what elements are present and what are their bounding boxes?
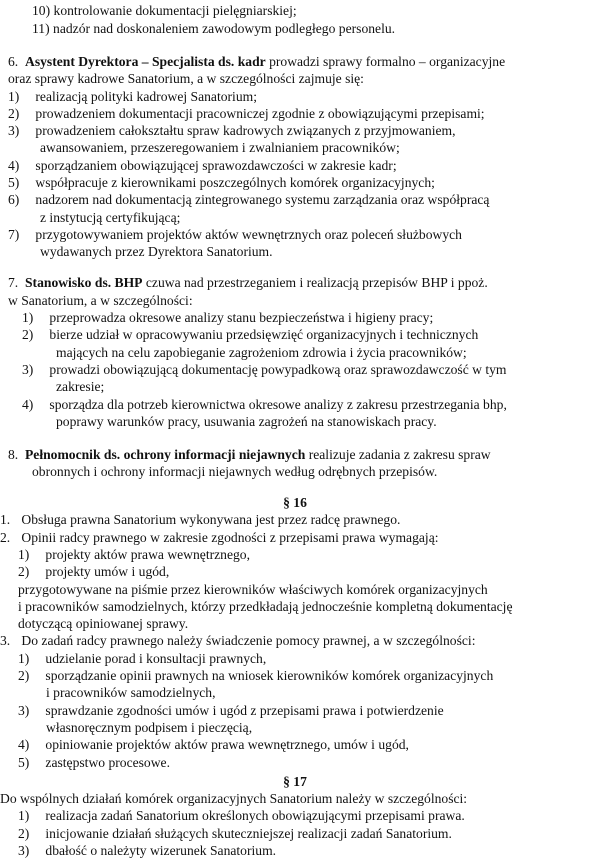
list-item: 1) realizacja zadań Sanatorium określonych obowiązującymi przepisami prawa. <box>18 808 465 824</box>
list-item: 3) prowadzeniem całokształtu spraw kadrowych związanych z przyjmowaniem, <box>8 123 456 139</box>
paragraph-text: przygotowywane na piśmie przez kierowników właściwych komórek organizacyjnych <box>18 581 488 597</box>
list-item: 1) projekty aktów prawa wewnętrznego, <box>18 546 250 562</box>
list-item-continuation: i pracowników samodzielnych, <box>46 685 216 701</box>
paragraph-text: i pracowników samodzielnych, którzy przedkładają jednocześnie kompletną dokumentację <box>18 598 513 614</box>
section-8-intro: 8. Pełnomocnik ds. ochrony informacji niejawnych realizuje zadania z zakresu spraw <box>8 446 491 462</box>
section-7-intro-line2: w Sanatorium, a w szczególności: <box>8 292 193 308</box>
list-item: 3) prowadzi obowiązującą dokumentację powypadkową oraz sprawozdawczość w tym <box>22 361 507 377</box>
list-item: 4) sporządzaniem obowiązującej sprawozdawczości w zakresie kadr; <box>8 157 397 173</box>
section-6-intro: 6. Asystent Dyrektora – Specjalista ds. kadr prowadzi sprawy formalno – organizacyjne <box>8 53 506 69</box>
list-item: 5) zastępstwo procesowe. <box>18 754 170 770</box>
list-item: 4) sporządza dla potrzeb kierownictwa okresowe analizy z zakresu przestrzegania bhp, <box>22 396 507 412</box>
list-item-continuation: mających na celu zapobieganie zagrożeniom zdrowia i życia pracowników; <box>56 344 467 360</box>
section-8-intro-line2: obronnych i ochrony informacji niejawnych według odrębnych przepisów. <box>32 463 438 479</box>
list-item: 6) nadzorem nad dokumentacją zintegrowanego systemu zarządzania oraz współpracą <box>8 192 490 208</box>
list-item: 7) przygotowywaniem projektów aktów wewnętrznych oraz poleceń służbowych <box>8 227 462 242</box>
list-item: 5) współpracuje z kierownikami poszczególnych komórek organizacyjnych; <box>8 175 435 190</box>
list-item: 3) sprawdzanie zgodności umów i ugód z przepisami prawa i potwierdzenie <box>18 702 444 718</box>
list-item: 2) sporządzanie opinii prawnych na wniosek kierowników komórek organizacyjnych <box>18 668 494 683</box>
section-6-intro-line2: oraz sprawy kadrowe Sanatorium, a w szczególności zajmuje się: <box>8 71 364 87</box>
list-item-continuation: własnoręcznym podpisem i pieczęcią, <box>46 720 253 735</box>
list-item-continuation: poprawy warunków pracy, usuwania zagrożeń na stanowiskach pracy. <box>56 413 437 429</box>
section-7-title: Stanowisko ds. BHP <box>25 275 143 291</box>
list-item: 1) realizacją polityki kadrowej Sanatorium; <box>8 88 257 104</box>
section-8-title: Pełnomocnik ds. ochrony informacji niejawnych <box>25 446 306 462</box>
list-item: 2) bierze udział w opracowywaniu przedsięwzięć organizacyjnych i technicznych <box>22 327 479 343</box>
list-item: 2) prowadzeniem dokumentacji pracowniczej zgodnie z obowiązującymi przepisami; <box>8 105 485 121</box>
paragraph-17-heading: § 17 <box>283 773 307 789</box>
list-item: 11) nadzór nad doskonaleniem zawodowym podległego personelu. <box>32 21 396 36</box>
list-item: 2) projekty umów i ugód, <box>18 564 170 580</box>
list-item: 10) kontrolowanie dokumentacji pielęgniarskiej; <box>32 2 297 18</box>
list-item-continuation: wydawanych przez Dyrektora Sanatorium. <box>40 244 273 260</box>
list-item: 2) inicjowanie działań służących skuteczniejszej realizacji zadań Sanatorium. <box>18 825 452 841</box>
paragraph-17-intro: Do wspólnych działań komórek organizacyjnych Sanatorium należy w szczególności: <box>0 791 468 807</box>
paragraph-16-heading: § 16 <box>283 494 307 510</box>
paragraph-16-point-3: 3. Do zadań radcy prawnego należy świadczenie pomocy prawnej, a w szczególności: <box>0 633 476 649</box>
section-7-intro: 7. Stanowisko ds. BHP czuwa nad przestrzeganiem i realizacją przepisów BHP i ppoż. <box>8 275 488 291</box>
list-item: 1) przeprowadza okresowe analizy stanu bezpieczeństwa i higieny pracy; <box>22 309 434 325</box>
list-item: 3) dbałość o należyty wizerunek Sanatorium. <box>18 843 277 858</box>
paragraph-16-point-1: 1. Obsługa prawna Sanatorium wykonywana jest przez radcę prawnego. <box>0 512 401 528</box>
list-item-continuation: z instytucją certyfikującą; <box>40 209 181 225</box>
list-item-continuation: awansowaniem, przeszeregowaniem i zwalnianiem pracowników; <box>40 140 400 156</box>
list-item: 1) udzielanie porad i konsultacji prawnych, <box>18 650 267 666</box>
list-item-continuation: zakresie; <box>56 379 105 395</box>
section-6-title: Asystent Dyrektora – Specjalista ds. kadr <box>25 53 266 69</box>
list-item: 4) opiniowanie projektów aktów prawa wewnętrznego, umów i ugód, <box>18 737 409 753</box>
paragraph-16-point-2: 2. Opinii radcy prawnego w zakresie zgodności z przepisami prawa wymagają: <box>0 529 439 545</box>
paragraph-text: dotyczącą opiniowanej sprawy. <box>18 616 189 632</box>
